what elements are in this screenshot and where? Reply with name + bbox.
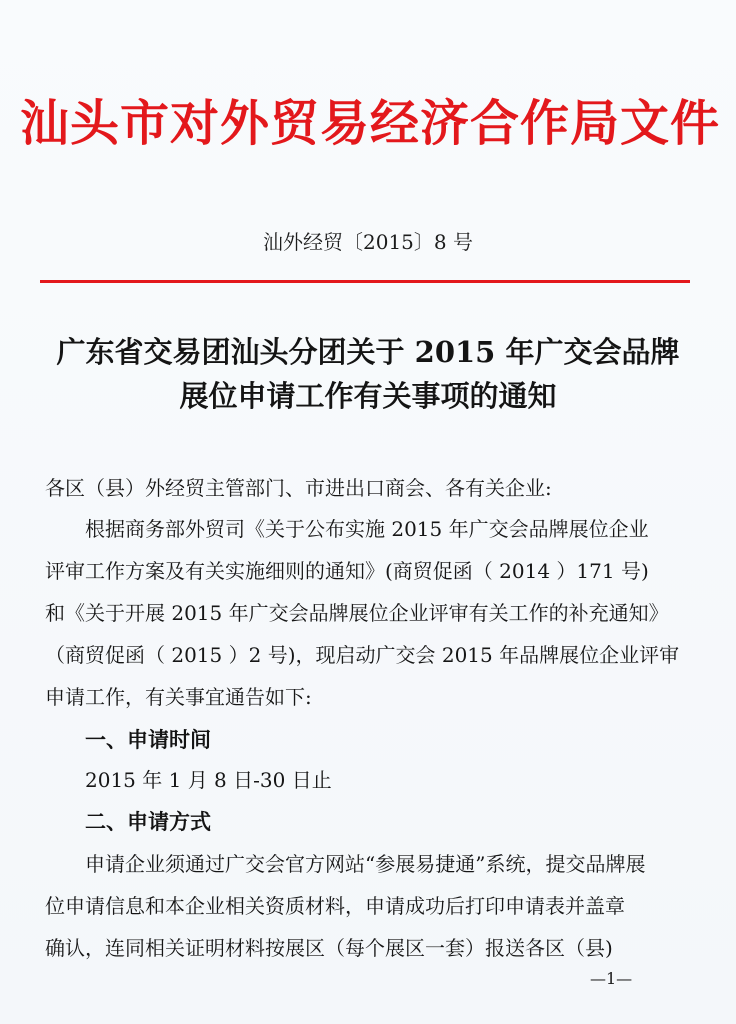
- section-2-line-1: 申请企业须通过广交会官方网站“参展易捷通”系统，提交品牌展: [85, 852, 646, 876]
- notice-title: [0, 330, 736, 418]
- salutation: 各区（县）外经贸主管部门、市进出口商会、各有关企业:: [45, 476, 552, 500]
- document-number: 汕外经贸〔2015〕8 号: [263, 230, 473, 254]
- intro-line-4: （商贸促函（ 2015 ）2 号)，现启动广交会 2015 年品牌展位企业评审: [45, 643, 680, 667]
- section-2-line-2: 位申请信息和本企业相关资质材料，申请成功后打印申请表并盖章: [45, 894, 625, 918]
- section-1-heading: 一、申请时间: [85, 728, 211, 752]
- intro-line-3: 和《关于开展 2015 年广交会品牌展位企业评审有关工作的补充通知》: [45, 601, 669, 625]
- agency-header-title: 汕头市对外贸易经济合作局文件: [20, 94, 721, 152]
- section-1-text: 2015 年 1 月 8 日-30 日止: [85, 768, 332, 792]
- section-2-heading: 二、申请方式: [85, 810, 211, 834]
- header-divider: [40, 280, 690, 283]
- intro-line-1: 根据商务部外贸司《关于公布实施 2015 年广交会品牌展位企业: [85, 517, 649, 541]
- intro-line-2: 评审工作方案及有关实施细则的通知》(商贸促函（ 2014 ）171 号): [45, 559, 649, 583]
- intro-line-5: 申请工作，有关事宜通告如下:: [45, 685, 312, 709]
- section-2-line-3: 确认，连同相关证明材料按展区（每个展区一套）报送各区（县): [45, 936, 613, 960]
- notice-title-line-2: 展位申请工作有关事项的通知: [179, 379, 557, 413]
- notice-title-line-1: 广东省交易团汕头分团关于 2015 年广交会品牌: [56, 335, 680, 369]
- page-number: —1—: [590, 969, 633, 988]
